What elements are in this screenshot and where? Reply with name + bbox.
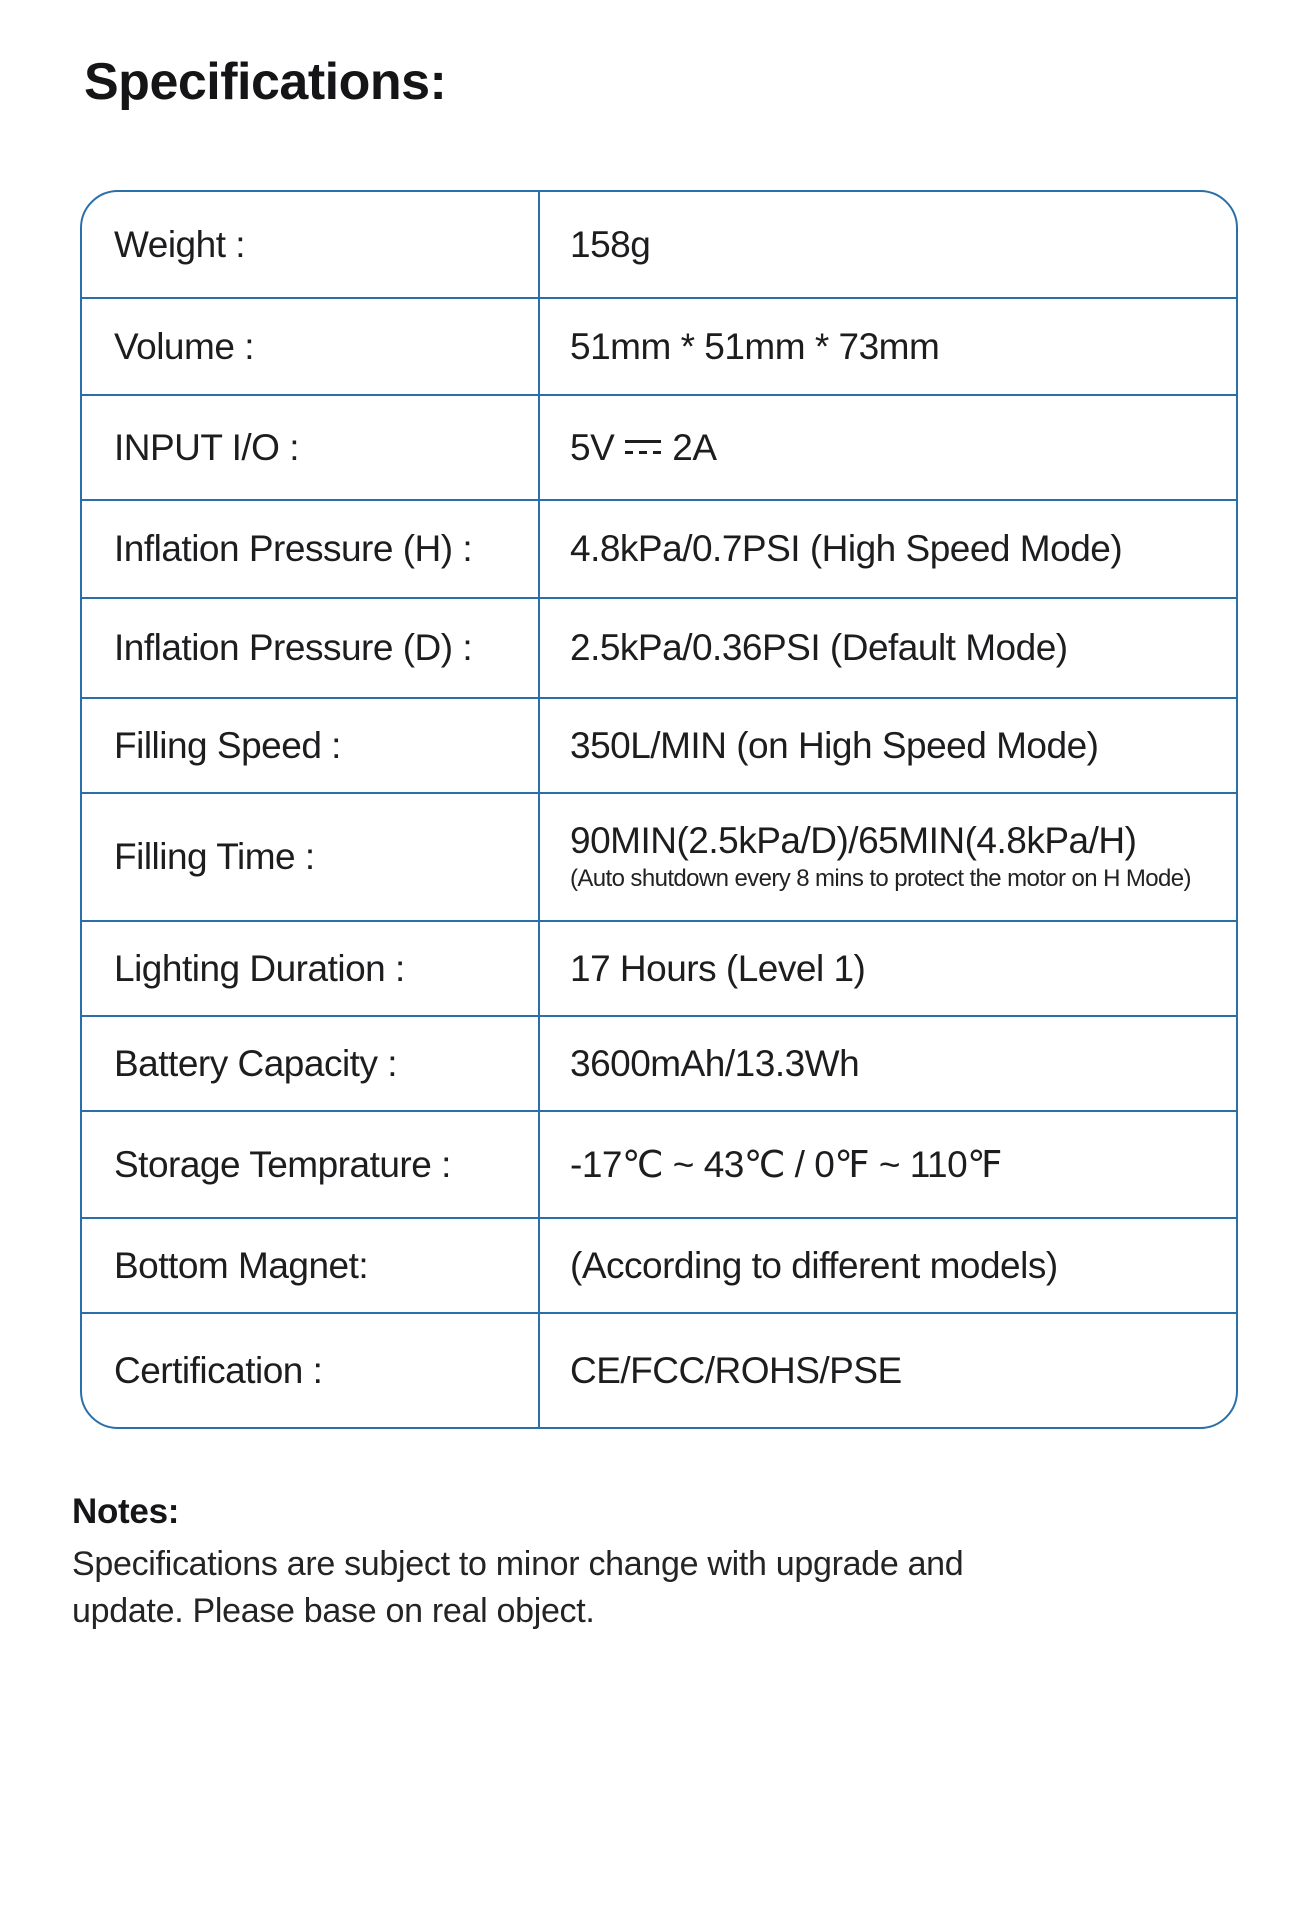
spec-value: 2.5kPa/0.36PSI (Default Mode) [570,627,1068,668]
spec-label: INPUT I/O : [82,396,540,499]
page-title: Specifications: [84,53,447,111]
dc-dashed-bar [625,451,661,454]
table-row-weight [82,192,1236,297]
dc-solid-bar [625,440,661,443]
spec-label: Bottom Magnet: [82,1219,540,1312]
spec-value: 3600mAh/13.3Wh [570,1042,860,1084]
spec-label: Lighting Duration : [82,922,540,1015]
spec-value [540,396,1236,499]
spec-label: Volume : [82,299,540,394]
spec-label: Inflation Pressure (H) : [82,501,540,597]
input-voltage: 5V [570,426,615,468]
spec-value: -17℃ ~ 43℃ / 0℉ ~ 110℉ [570,1144,1002,1185]
spec-label: Inflation Pressure (D) : [82,599,540,697]
spec-value: CE/FCC/ROHS/PSE [570,1349,902,1391]
notes-heading: Notes: [72,1492,180,1531]
spec-label: Weight : [82,192,540,297]
spec-label: Filling Time : [82,794,540,920]
notes-text-line: update. Please base on real object. [72,1591,595,1630]
table-row-inflation-pressure-d [82,597,1236,697]
spec-label: Certification : [82,1314,540,1427]
table-row-filling-time [82,792,1236,920]
notes-text-line: Specifications are subject to minor change with upgrade and [72,1545,964,1583]
table-row-battery-capacity [82,1015,1236,1110]
input-amperage: 2A [672,426,717,468]
spec-label: Storage Temprature : [82,1112,540,1217]
table-row-lighting-duration [82,920,1236,1015]
spec-value: 350L/MIN (on High Speed Mode) [570,724,1099,766]
table-row-bottom-magnet [82,1217,1236,1312]
table-row-filling-speed [82,697,1236,792]
table-row-volume [82,297,1236,394]
spec-value: 51mm * 51mm * 73mm [570,325,940,367]
spec-table [80,190,1238,1429]
spec-label: Filling Speed : [82,699,540,792]
spec-label: Battery Capacity : [82,1017,540,1110]
filling-time-value: 90MIN(2.5kPa/D)/65MIN(4.8kPa/H) [570,819,1137,861]
notes-section [72,1492,1232,1635]
table-row-inflation-pressure-h [82,499,1236,597]
spec-value [540,794,1236,920]
table-row-input-io [82,394,1236,499]
spec-value: 17 Hours (Level 1) [570,947,866,989]
table-row-certification [82,1312,1236,1427]
spec-value: 4.8kPa/0.7PSI (High Speed Mode) [570,528,1123,569]
spec-value: 158g [570,223,651,265]
table-row-storage-temperature [82,1110,1236,1217]
direct-current-icon [625,440,661,454]
filling-time-note: (Auto shutdown every 8 mins to protect the motor on H Mode) [570,865,1191,893]
spec-value: (According to different models) [570,1244,1058,1286]
